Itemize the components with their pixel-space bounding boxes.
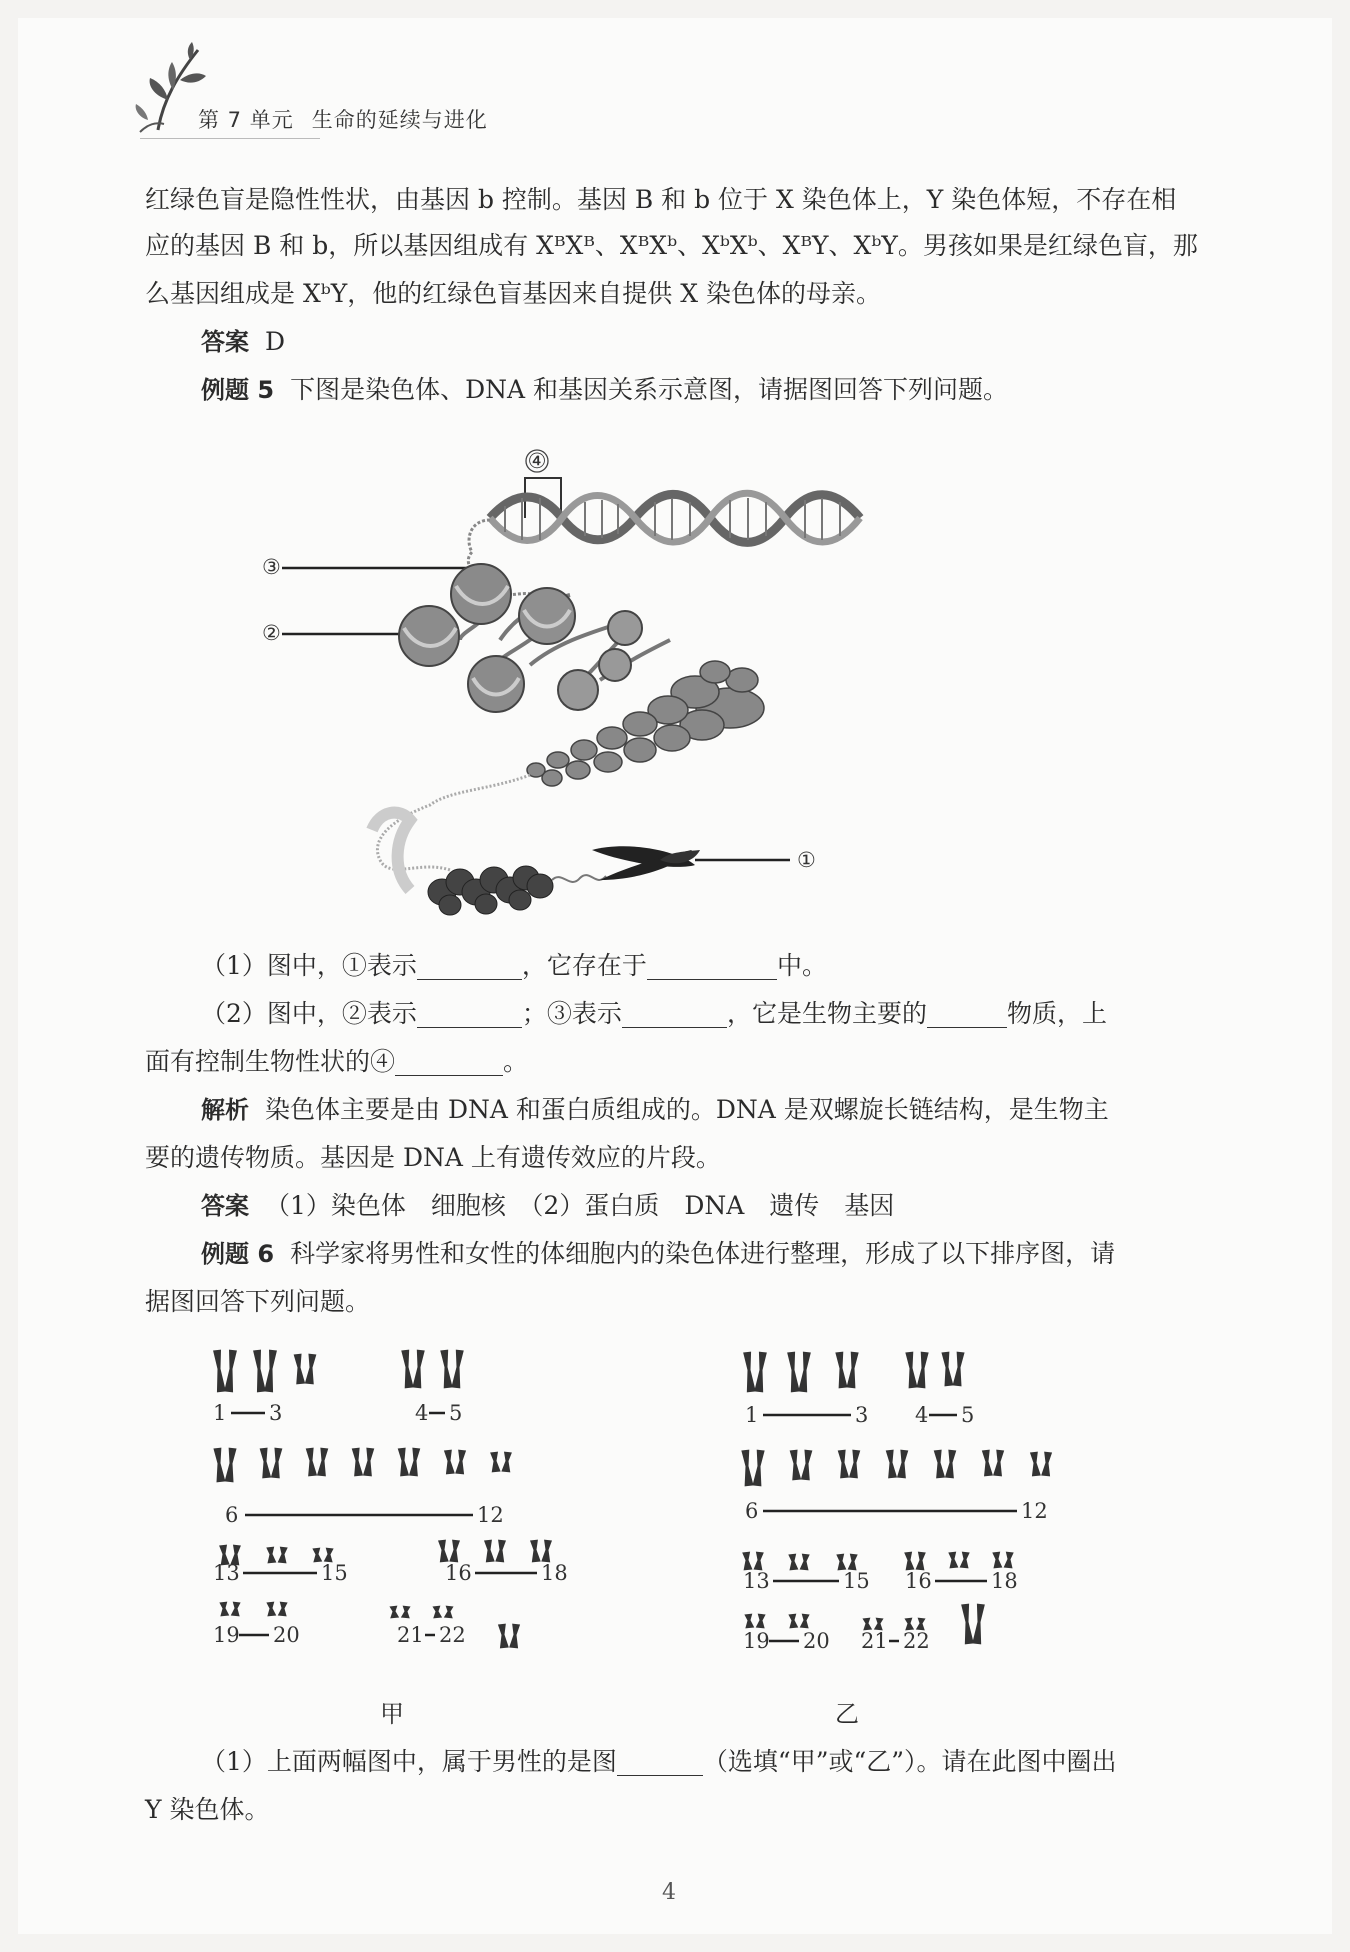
group-number: 1	[745, 1403, 759, 1427]
linker-strand	[552, 875, 606, 882]
group-number: 21	[861, 1629, 888, 1653]
group-number: 4	[415, 1401, 429, 1425]
para1-line3: 么基因组成是 XᵇY，他的红绿色盲基因来自提供 X 染色体的母亲。	[145, 279, 881, 308]
chromosome-pair	[885, 1450, 909, 1479]
answer-label: 答案	[201, 1192, 249, 1220]
karyotype-yi	[735, 1340, 1135, 1690]
example5-text: 下图是染色体、DNA 和基因关系示意图，请据图回答下列问题。	[290, 375, 1008, 404]
chromosome-pair	[219, 1602, 241, 1617]
group-number: 21	[397, 1623, 424, 1647]
answer-label: 答案	[201, 328, 249, 356]
chromosome-pair	[401, 1350, 426, 1389]
group-number: 16	[445, 1561, 472, 1585]
page-number: 4	[662, 1880, 676, 1905]
chromosome-pair	[483, 1540, 506, 1563]
group-number: 19	[213, 1623, 240, 1647]
chromosome-pair	[213, 1350, 238, 1393]
q2-text-b: ；③表示	[521, 999, 622, 1028]
chromosome-pair	[743, 1352, 768, 1393]
answer-blank[interactable]	[927, 999, 1007, 1028]
q1-text-c: 中。	[776, 951, 827, 980]
group-number: 6	[225, 1503, 239, 1527]
group-number: 1	[213, 1401, 227, 1425]
q3-text-a: （1）上面两幅图中，属于男性的是图	[201, 1747, 617, 1776]
group-number: 15	[321, 1561, 348, 1585]
group-number: 3	[269, 1401, 283, 1425]
q1-text-a: （1）图中，①表示	[201, 951, 417, 980]
chromosome-pair	[835, 1352, 859, 1389]
chromosome-pair	[266, 1602, 288, 1617]
dna-double-helix	[490, 493, 860, 542]
group-number: 16	[905, 1569, 932, 1593]
condensed-chromatin	[428, 866, 553, 915]
chromosome-pair	[941, 1352, 965, 1387]
genotype-list: XᴮXᴮ、XᴮXᵇ、XᵇXᵇ、XᴮY、XᵇY	[536, 231, 898, 260]
group-number: 20	[803, 1629, 830, 1653]
chromosome-pair	[497, 1624, 520, 1649]
chromosome-pair	[788, 1614, 810, 1629]
unit-title: 生命的延续与进化	[311, 108, 488, 132]
group-number: 12	[477, 1503, 504, 1527]
q2-text-c: ，它是生物主要的	[726, 999, 927, 1028]
label-1: ①	[797, 848, 816, 872]
analysis-line2: 要的遗传物质。基因是 DNA 上有遗传效应的片段。	[145, 1143, 721, 1172]
para1-line1: 红绿色盲是隐性性状，由基因 b 控制。基因 B 和 b 位于 X 染色体上，Y 染色体短，不存在相	[145, 185, 1177, 214]
analysis-label: 解析	[201, 1096, 249, 1124]
chromosome-pair	[397, 1448, 421, 1477]
chromosome-pair	[789, 1450, 813, 1481]
chromosome-pair	[837, 1450, 861, 1479]
chromosome-pair	[742, 1552, 765, 1571]
group-number: 22	[439, 1623, 466, 1647]
answer-blank[interactable]	[417, 999, 522, 1028]
chromosome-pair	[293, 1354, 317, 1385]
nucleosome-beads	[399, 564, 670, 712]
question-2	[145, 990, 1261, 1038]
caption-yi: 乙	[835, 1700, 859, 1728]
answer1	[145, 318, 1261, 366]
group-number: 18	[991, 1569, 1018, 1593]
chromosome-pair	[259, 1448, 283, 1479]
chromosome-pair	[490, 1452, 513, 1473]
group-number: 12	[1021, 1499, 1048, 1523]
chromosome-pair	[440, 1350, 465, 1389]
chromosome-pair	[948, 1552, 970, 1569]
group-number: 3	[855, 1403, 869, 1427]
chromosome-dna-diagram	[262, 440, 1040, 930]
analysis	[145, 1086, 1261, 1134]
chromosome-pair	[1029, 1452, 1052, 1477]
chromosome-pair	[266, 1547, 288, 1564]
answer-blank[interactable]	[622, 999, 727, 1028]
group-number: 22	[903, 1629, 930, 1653]
answer-value: D	[265, 327, 286, 356]
group-number: 18	[541, 1561, 568, 1585]
group-number: 6	[745, 1499, 759, 1523]
group-number: 19	[743, 1629, 770, 1653]
analysis-line1: 染色体主要是由 DNA 和蛋白质组成的。DNA 是双螺旋长链结构，是生物主	[265, 1095, 1109, 1124]
answer2	[145, 1182, 1261, 1230]
label-2: ②	[262, 621, 281, 645]
caption-jia: 甲	[380, 1700, 404, 1728]
label-3: ③	[262, 555, 281, 579]
example5	[145, 366, 1261, 414]
group-number: 5	[449, 1401, 463, 1425]
question-3	[145, 1738, 1261, 1786]
group-number: 20	[273, 1623, 300, 1647]
x-chromosome-icon	[592, 846, 700, 880]
karyotype-jia	[205, 1340, 595, 1670]
chromosome-pair	[305, 1448, 329, 1477]
answer-blank[interactable]	[395, 1047, 503, 1076]
answer-value: （1）染色体 细胞核 （2）蛋白质 DNA 遗传 基因	[265, 1191, 895, 1220]
chromosome-pair	[836, 1554, 858, 1571]
answer-blank[interactable]	[417, 951, 522, 980]
q1-text-b: ，它存在于	[521, 951, 647, 980]
group-number: 13	[213, 1561, 240, 1585]
question-1	[145, 942, 1261, 990]
example6	[145, 1230, 1261, 1278]
chromosome-pair	[933, 1450, 957, 1479]
q3-text-b: （选填“甲”或“乙”）。请在此图中圈出	[702, 1747, 1117, 1776]
example6-line2: 据图回答下列问题。	[145, 1287, 371, 1316]
answer-blank[interactable]	[647, 951, 777, 980]
chromosome-pair	[788, 1554, 810, 1571]
group-number: 4	[915, 1403, 929, 1427]
chromosome-pair	[744, 1614, 766, 1629]
chromosome-pair	[787, 1352, 812, 1393]
chromosome-pair	[437, 1540, 460, 1563]
group-number: 15	[843, 1569, 870, 1593]
unit-number: 第 7 单元	[198, 108, 294, 132]
example-label: 例题 6	[201, 1240, 275, 1268]
chromosome-pair	[904, 1552, 927, 1571]
chromosome-pair	[443, 1450, 466, 1475]
chromosome-pair	[905, 1352, 929, 1389]
chromosome-pair	[992, 1552, 1014, 1569]
chromosome-pair	[529, 1540, 552, 1563]
q2-line2-text: 面有控制生物性状的④	[145, 1047, 396, 1076]
chromosome-pair	[981, 1450, 1004, 1477]
chromosome-pair	[253, 1350, 278, 1393]
chromosome-pair	[432, 1606, 454, 1619]
para1-line2-prefix: 应的基因 B 和 b，所以基因组成有	[145, 231, 537, 260]
q2-text-d: 物质，上	[1006, 999, 1107, 1028]
para1-line2	[145, 222, 1205, 270]
q2-end: 。	[503, 1047, 529, 1076]
para1-line2-suffix: 。男孩如果是红绿色盲，那	[897, 231, 1198, 260]
answer-blank[interactable]	[617, 1747, 703, 1776]
chromosome-pair	[961, 1604, 986, 1645]
chromosome-pair	[389, 1606, 411, 1619]
group-number: 5	[961, 1403, 975, 1427]
chromosome-pair	[741, 1450, 765, 1487]
group-number: 13	[743, 1569, 770, 1593]
example6-line1: 科学家将男性和女性的体细胞内的染色体进行整理，形成了以下排序图，请	[290, 1239, 1116, 1268]
chromosome-pair	[213, 1448, 237, 1483]
chromosome-pair	[351, 1448, 375, 1477]
question-2-line2	[145, 1038, 1205, 1086]
q2-text-a: （2）图中，②表示	[201, 999, 417, 1028]
header-rule	[140, 138, 320, 139]
running-header	[198, 104, 506, 134]
question-3-line2: Y 染色体。	[145, 1795, 270, 1824]
label-4: ④	[527, 449, 547, 473]
example-label: 例题 5	[201, 376, 275, 404]
